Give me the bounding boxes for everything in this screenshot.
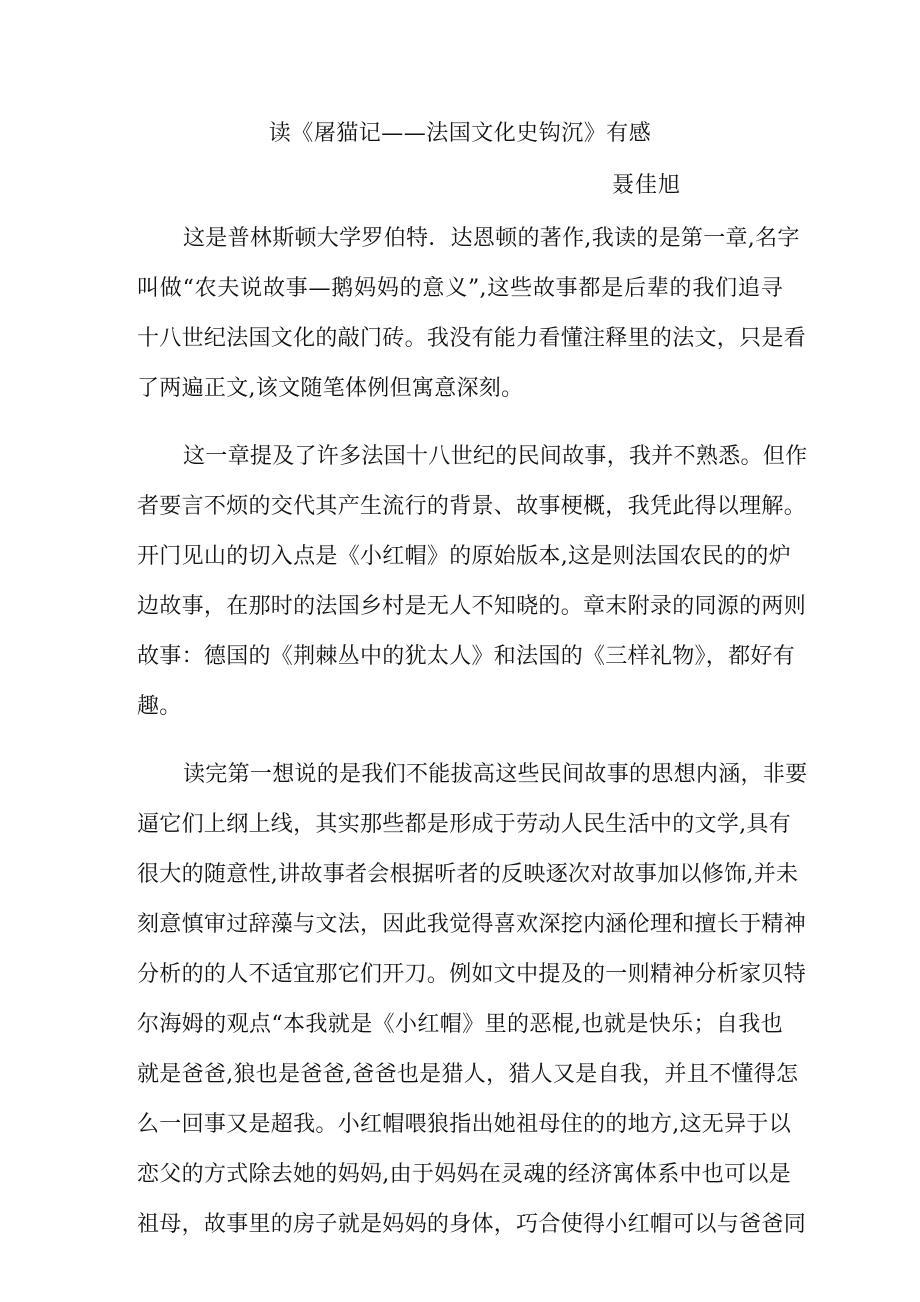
text-line: 者要言不烦的交代其产生流行的背景、故事梗概，我凭此得以理解。	[137, 494, 807, 519]
text-line: 刻意慎审过辞藻与文法，因此我觉得喜欢深挖内涵伦理和擅长于精神	[137, 912, 807, 937]
author-name: 聂佳旭	[612, 173, 682, 198]
text-line: 趣。	[137, 694, 182, 719]
text-line: 叫做“农夫说故事—鹅妈妈的意义”,这些故事都是后辈的我们追寻	[137, 276, 783, 301]
text-line: 读完第一想说的是我们不能拔高这些民间故事的思想内涵，非要	[183, 762, 808, 787]
text-line: 故事：德国的《荆棘丛中的犹太人》和法国的《三样礼物》，都好有	[137, 644, 796, 669]
text-line: 祖母，故事里的房子就是妈妈的身体，巧合使得小红帽可以与爸爸同	[137, 1212, 807, 1237]
text-line: 尔海姆的观点“本我就是《小红帽》里的恶棍,也就是快乐；自我也	[137, 1012, 783, 1037]
document-title: 读《屠猫记——法国文化史钩沉》有感	[268, 121, 652, 146]
text-line: 边故事，在那时的法国乡村是无人不知晓的。章末附录的同源的两则	[137, 594, 807, 619]
text-line: 么一回事又是超我。小红帽喂狼指出她祖母住的的地方,这无异于以	[137, 1112, 791, 1137]
text-line: 十八世纪法国文化的敲门砖。我没有能力看懂注释里的法文，只是看	[137, 326, 807, 351]
paragraph-3	[137, 750, 808, 1250]
text-line: 很大的随意性,讲故事者会根据听者的反映逐次对故事加以修饰,并未	[137, 862, 799, 887]
text-line: 就是爸爸,狼也是爸爸,爸爸也是猎人，猎人又是自我，并且不懂得怎	[137, 1062, 799, 1087]
text-line: 了两遍正文,该文随笔体例但寓意深刻。	[137, 376, 524, 401]
text-line: 开门见山的切入点是《小红帽》的原始版本,这是则法国农民的的炉	[137, 544, 791, 569]
text-line: 恋父的方式除去她的妈妈,由于妈妈在灵魂的经济寓体系中也可以是	[137, 1162, 791, 1187]
text-line: 这一章提及了许多法国十八世纪的民间故事，我并不熟悉。但作	[183, 444, 808, 469]
text-line: 这是普林斯顿大学罗伯特．达恩顿的著作,我读的是第一章,名字	[183, 226, 800, 251]
document-body	[137, 214, 808, 1250]
text-line: 逼它们上纲上线，其实那些都是形成于劳动人民生活中的文学,具有	[137, 812, 791, 837]
paragraph-1	[137, 214, 807, 414]
paragraph-2	[137, 432, 808, 732]
text-line: 分析的的人不适宜那它们开刀。例如文中提及的一则精神分析家贝特	[137, 962, 807, 987]
